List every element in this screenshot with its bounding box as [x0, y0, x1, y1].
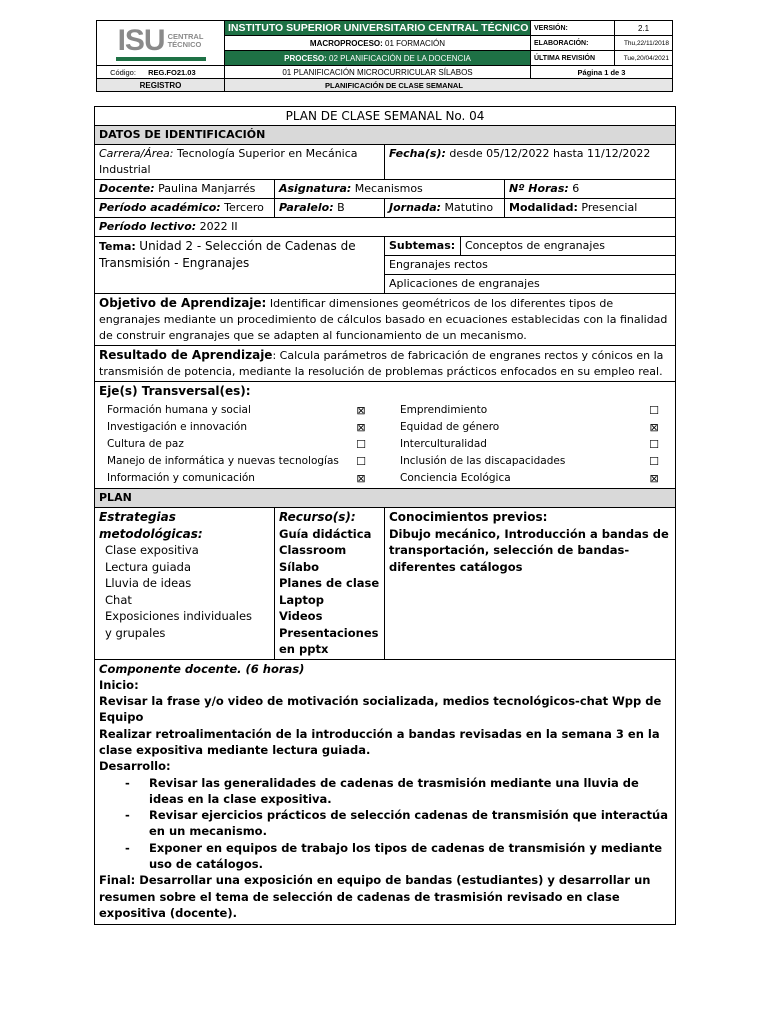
- desarrollo-item: - Revisar ejercicios prácticos de selección cadenas de transmisión que interactúa en un mecanismo.: [99, 807, 671, 840]
- proceso-value: 02 PLANIFICACIÓN DE LA DOCENCIA: [329, 53, 471, 63]
- recurso-item: Sílabo: [279, 559, 320, 574]
- pagina: Página 1 de 3: [531, 66, 673, 79]
- eje-item: [107, 470, 368, 487]
- resultado-label: Resultado de Aprendizaje: [99, 348, 273, 362]
- inicio-1: Revisar la frase y/o video de motivación socializada, medios tecnológicos-chat Wpp de Equipo: [99, 694, 662, 725]
- logo-isu-text: ISU: [117, 23, 165, 57]
- version-value: 2.1: [615, 21, 673, 36]
- horas-value: 6: [572, 182, 580, 195]
- asignatura-cell: [275, 180, 505, 199]
- recurso-item: en pptx: [279, 642, 329, 656]
- estrategia-item: Chat: [105, 592, 132, 607]
- eje-item: [400, 402, 661, 419]
- conocimientos-value: Dibujo mecánico, Introducción a bandas de transportación, selección de bandas-diferentes catálogos: [389, 526, 669, 574]
- jornada-label: Jornada:: [389, 201, 442, 214]
- checkbox-icon[interactable]: ☐: [649, 455, 659, 468]
- eje-label: Inclusión de las discapacidades: [400, 455, 566, 467]
- recursos-label: Recurso(s):: [279, 510, 356, 524]
- codigo-label: Código:: [110, 67, 136, 77]
- horas-cell: [505, 180, 676, 199]
- horas-label: Nº Horas:: [509, 182, 569, 195]
- modalidad-label: Modalidad:: [509, 201, 578, 214]
- eje-label: Equidad de género: [400, 421, 500, 433]
- tema-value: Unidad 2 - Selección de Cadenas de Transmisión - Engranajes: [99, 239, 356, 270]
- objetivo-label: Objetivo de Aprendizaje:: [99, 296, 267, 310]
- docente-label: Docente:: [99, 182, 155, 195]
- eje-label: Información y comunicación: [107, 472, 255, 484]
- eje-label: Emprendimiento: [400, 404, 488, 416]
- paralelo-cell: [275, 199, 385, 218]
- objetivo-value: Identificar dimensiones geométricos de los diferentes tipos de engranajes mediante un procedimiento de cálculos basado en ecuaciones establecidas con la finalidad de construir engranajes que se adapten al funcionamiento de un mecanismo.: [99, 297, 668, 342]
- macroproceso-label: MACROPROCESO:: [309, 38, 383, 48]
- estrategia-item: y grupales: [105, 625, 166, 640]
- inicio-2: Realizar retroalimentación de la introducción a bandas revisadas en la semana 3 en la clase expositiva mediante lectura guiada.: [99, 726, 660, 757]
- periodo-academico-value: Tercero: [224, 201, 264, 214]
- checkbox-icon[interactable]: ⊠: [356, 404, 366, 417]
- recurso-item: Classroom: [279, 543, 347, 557]
- docente-value: Paulina Manjarrés: [158, 182, 256, 195]
- ejes-grid: [99, 400, 671, 487]
- desarrollo-item: - Revisar las generalidades de cadenas de trasmisión mediante una lluvia de ideas en la clase expositiva.: [99, 775, 671, 808]
- checkbox-icon[interactable]: ⊠: [356, 472, 366, 485]
- logo-line-2: TÉCNICO: [167, 39, 202, 49]
- eje-item: [107, 419, 368, 436]
- eje-item: [400, 419, 661, 436]
- desarrollo-text: Revisar ejercicios prácticos de selección cadenas de transmisión que interactúa en un mecanismo.: [149, 808, 668, 839]
- periodo-lectivo-value: 2022 II: [199, 220, 238, 233]
- recurso-item: Videos: [279, 609, 323, 623]
- carrera-value: Tecnología Superior en Mecánica Industrial: [99, 147, 358, 176]
- componente-cell: [95, 659, 676, 925]
- conocimientos-cell: [385, 508, 676, 660]
- ejes-cell: [95, 382, 676, 489]
- paralelo-label: Paralelo:: [279, 201, 334, 214]
- desarrollo-text: Exponer en equipos de trabajo los tipos de cadenas de transmisión y mediante uso de catálogos.: [149, 840, 663, 872]
- checkbox-icon[interactable]: ☐: [649, 438, 659, 451]
- logo-strip: [116, 57, 206, 61]
- version-label: VERSIÓN:: [531, 21, 615, 36]
- checkbox-icon[interactable]: ☐: [356, 438, 366, 451]
- macroproceso: [225, 36, 531, 51]
- logo-line-1: CENTRAL: [167, 31, 204, 41]
- periodo-lectivo-label: Período lectivo:: [99, 220, 197, 233]
- institute-name: INSTITUTO SUPERIOR UNIVERSITARIO CENTRAL TÉCNICO: [225, 21, 531, 36]
- estrategias-cell: [95, 508, 275, 660]
- eje-label: Conciencia Ecológica: [400, 472, 511, 484]
- plan-header: PLAN: [95, 489, 676, 508]
- eje-item: [400, 436, 661, 453]
- subtema-2: Engranajes rectos: [385, 256, 676, 275]
- codigo-value: REG.FO21.03: [148, 67, 196, 77]
- estrategia-item: Exposiciones individuales: [105, 609, 253, 623]
- final-text: Final: Desarrollar una exposición en equipo de bandas (estudiantes) y desarrollar un resumen sobre el tema de selección de cadenas de trasmisión revisado en clase expositiva (docente).: [99, 873, 651, 920]
- checkbox-icon[interactable]: ☐: [356, 455, 366, 468]
- modalidad-cell: [505, 199, 676, 218]
- eje-item: [107, 402, 368, 419]
- plan-table: [94, 106, 676, 925]
- proceso: [225, 51, 531, 66]
- codigo: [97, 66, 225, 79]
- eje-label: Cultura de paz: [107, 438, 184, 450]
- checkbox-icon[interactable]: ⊠: [649, 421, 659, 434]
- jornada-value: Matutino: [444, 201, 494, 214]
- subtemas-label: Subtemas:: [385, 237, 461, 256]
- checkbox-icon[interactable]: ⊠: [356, 421, 366, 434]
- recurso-item: Guía didáctica: [279, 526, 372, 541]
- ejes-label: Eje(s) Transversal(es):: [99, 384, 251, 398]
- tema-label: Tema:: [99, 240, 136, 253]
- recurso-item: Presentaciones: [279, 625, 379, 640]
- componente-label: Componente docente. (6 horas): [99, 661, 305, 676]
- eje-item: [107, 436, 368, 453]
- macroproceso-value: 01 FORMACIÓN: [385, 38, 446, 48]
- fecha-value: desde 05/12/2022 hasta 11/12/2022: [449, 147, 651, 160]
- asignatura-label: Asignatura:: [279, 182, 352, 195]
- checkbox-icon[interactable]: ☐: [649, 404, 659, 417]
- tema-cell: [95, 237, 385, 294]
- plan-title: PLAN DE CLASE SEMANAL No. 04: [95, 107, 676, 126]
- checkbox-icon[interactable]: ⊠: [649, 472, 659, 485]
- eje-item: [107, 453, 368, 470]
- planificacion-title: PLANIFICACIÓN DE CLASE SEMANAL: [225, 79, 673, 92]
- revision-value: Tue,20/04/2021: [615, 51, 673, 66]
- jornada-cell: [385, 199, 505, 218]
- modalidad-value: Presencial: [581, 201, 638, 214]
- eje-label: Investigación e innovación: [107, 421, 248, 433]
- subproceso: 01 PLANIFICACIÓN MICROCURRICULAR SÍLABOS: [225, 66, 531, 79]
- subtema-1: Conceptos de engranajes: [461, 237, 676, 256]
- periodo-academico-cell: [95, 199, 275, 218]
- docente-cell: [95, 180, 275, 199]
- estrategia-item: Clase expositiva: [105, 543, 199, 557]
- inicio-label: Inicio:: [99, 677, 139, 692]
- resultado-cell: [95, 346, 676, 382]
- fecha-label: Fecha(s):: [389, 147, 446, 160]
- periodo-lectivo-cell: [95, 218, 676, 237]
- eje-label: Formación humana y social: [107, 404, 251, 416]
- logo-cell: [97, 21, 225, 66]
- conocimientos-label: Conocimientos previos:: [389, 510, 548, 524]
- revision-label: ÚLTIMA REVISIÓN: [531, 51, 615, 66]
- recursos-cell: [275, 508, 385, 660]
- recurso-item: Planes de clase: [279, 576, 380, 590]
- estrategia-item: Lectura guiada: [105, 559, 192, 574]
- elaboracion-value: Thu,22/11/2018: [615, 36, 673, 51]
- eje-item: [400, 453, 661, 470]
- fecha-cell: [385, 145, 676, 180]
- asignatura-value: Mecanismos: [354, 182, 423, 195]
- registro: REGISTRO: [97, 79, 225, 92]
- resultado-value: : Calcula parámetros de fabricación de engranes rectos y cónicos en la transmisión de potencia, mediante la resolución de problemas prácticos enfocados en su empleo real.: [99, 349, 664, 378]
- paralelo-value: B: [337, 201, 345, 214]
- estrategias-label: Estrategias metodológicas:: [99, 510, 203, 541]
- isu-logo: [103, 23, 218, 61]
- carrera-cell: [95, 145, 385, 180]
- desarrollo-label: Desarrollo:: [99, 759, 171, 774]
- estrategia-item: Lluvia de ideas: [105, 576, 192, 590]
- recurso-item: Laptop: [279, 592, 324, 607]
- elaboracion-label: ELABORACIÓN:: [531, 36, 615, 51]
- eje-label: Interculturalidad: [400, 438, 487, 450]
- desarrollo-item: - Exponer en equipos de trabajo los tipos de cadenas de transmisión y mediante uso de catálogos.: [99, 840, 671, 873]
- periodo-academico-label: Período académico:: [99, 201, 221, 214]
- datos-header: DATOS DE IDENTIFICACIÓN: [95, 126, 676, 145]
- eje-label: Manejo de informática y nuevas tecnologías: [107, 455, 339, 467]
- subtema-3: Aplicaciones de engranajes: [385, 275, 676, 294]
- proceso-label: PROCESO:: [284, 53, 327, 63]
- eje-item: [400, 470, 661, 487]
- objetivo-cell: [95, 294, 676, 346]
- document-header: [96, 20, 673, 92]
- desarrollo-text: Revisar las generalidades de cadenas de trasmisión mediante una lluvia de ideas en la clase expositiva.: [149, 775, 639, 806]
- carrera-label: Carrera/Área:: [99, 147, 174, 160]
